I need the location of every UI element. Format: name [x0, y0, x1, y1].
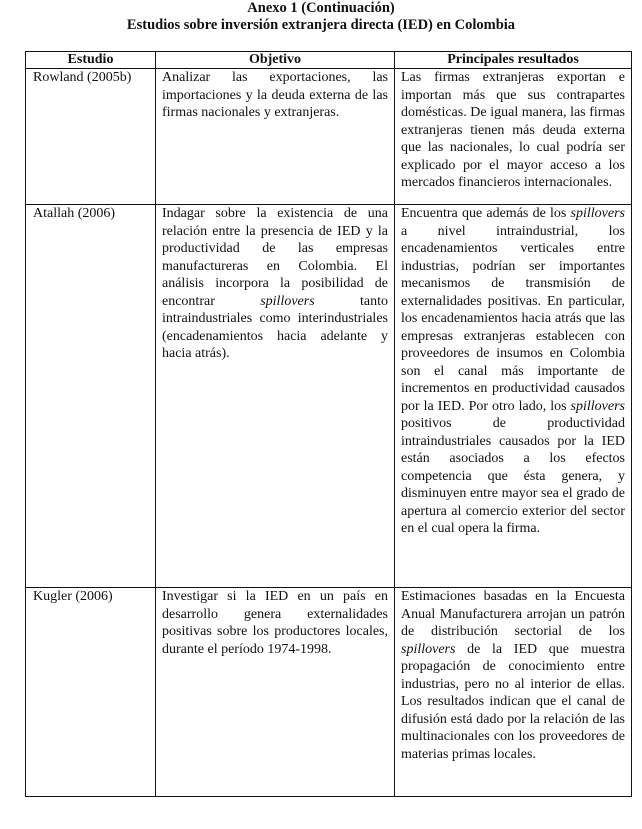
emphasis-term: spillovers	[570, 206, 625, 221]
studies-table	[25, 51, 632, 797]
text: Estimaciones basadas en la Encuesta Anual Manufacturera arrojan un patrón de distribución sectorial de los	[401, 589, 625, 639]
annex-subtitle: Estudios sobre inversión extranjera directa (IED) en Colombia	[126, 17, 516, 33]
cell-estudio: Rowland (2005b)	[26, 69, 156, 205]
text: positivos de productividad intraindustriales causados por la IED están asociados a los efectos competencia que ésta genera, y disminuyen entre mayor sea el grado de apertura al comercio exterior del sector en el cual opera la firma.	[401, 416, 625, 536]
emphasis-term: spillovers	[570, 398, 625, 414]
header-objetivo: Objetivo	[156, 52, 395, 69]
text: Las firmas extranjeras exportan e importan más que sus contrapartes domésticas. De igual manera, las firmas extranjeras tienen más deuda externa que las nacionales, lo cual podría ser explicado por el mayor acceso a los mercados financieros internacionales.	[401, 70, 625, 190]
cell-objetivo: Analizar las exportaciones, las importaciones y la deuda externa de las firmas nacionales y extranjeras.	[156, 69, 395, 205]
emphasis-term: spillovers	[401, 641, 456, 657]
text: Indagar sobre la existencia de una relación entre la presencia de IED y la productividad de las empresas manufactureras en Colombia. El análisis incorpora la posibilidad de encontrar	[162, 206, 388, 309]
cell-resultados	[395, 205, 632, 588]
text: de la IED que muestra propagación de conocimiento entre industrias, pero no al interior de ellas. Los resultados indican que el canal de difusión está dado por la relación de las multinacionales con los proveedores de materias primas locales.	[401, 641, 625, 762]
cell-estudio: Atallah (2006)	[26, 205, 156, 588]
annex-title: Anexo 1 (Continuación)	[247, 0, 395, 16]
text: Encuentra que además de los	[401, 206, 571, 221]
cell-estudio: Kugler (2006)	[26, 588, 156, 797]
cell-resultados	[395, 588, 632, 797]
table-row	[26, 205, 632, 588]
header-resultados: Principales resultados	[395, 52, 632, 69]
cell-resultados	[395, 69, 632, 205]
text: a nivel intraindustrial, los encadenamientos verticales entre industrias, podrían ser importantes mecanismos de transmisión de externalidades positivas. En particular, los encadenamientos hacia atrás que las empresas extranjeras establecen con proveedores de insumos en Colombia son el canal más importante de incrementos en productividad causados por la IED. Por otro lado, los	[401, 223, 625, 414]
table-header-row	[26, 52, 632, 69]
table-row	[26, 588, 632, 797]
header-estudio: Estudio	[26, 52, 156, 69]
text: tanto intraindustriales como interindustriales (encadenamientos hacia adelante y hacia atrás).	[162, 293, 388, 361]
cell-objetivo	[156, 205, 395, 588]
emphasis-term: spillovers	[260, 293, 315, 309]
cell-objetivo: Investigar si la IED en un país en desarrollo genera externalidades positivas sobre los productores locales, durante el período 1974-1998.	[156, 588, 395, 797]
table-row	[26, 69, 632, 205]
